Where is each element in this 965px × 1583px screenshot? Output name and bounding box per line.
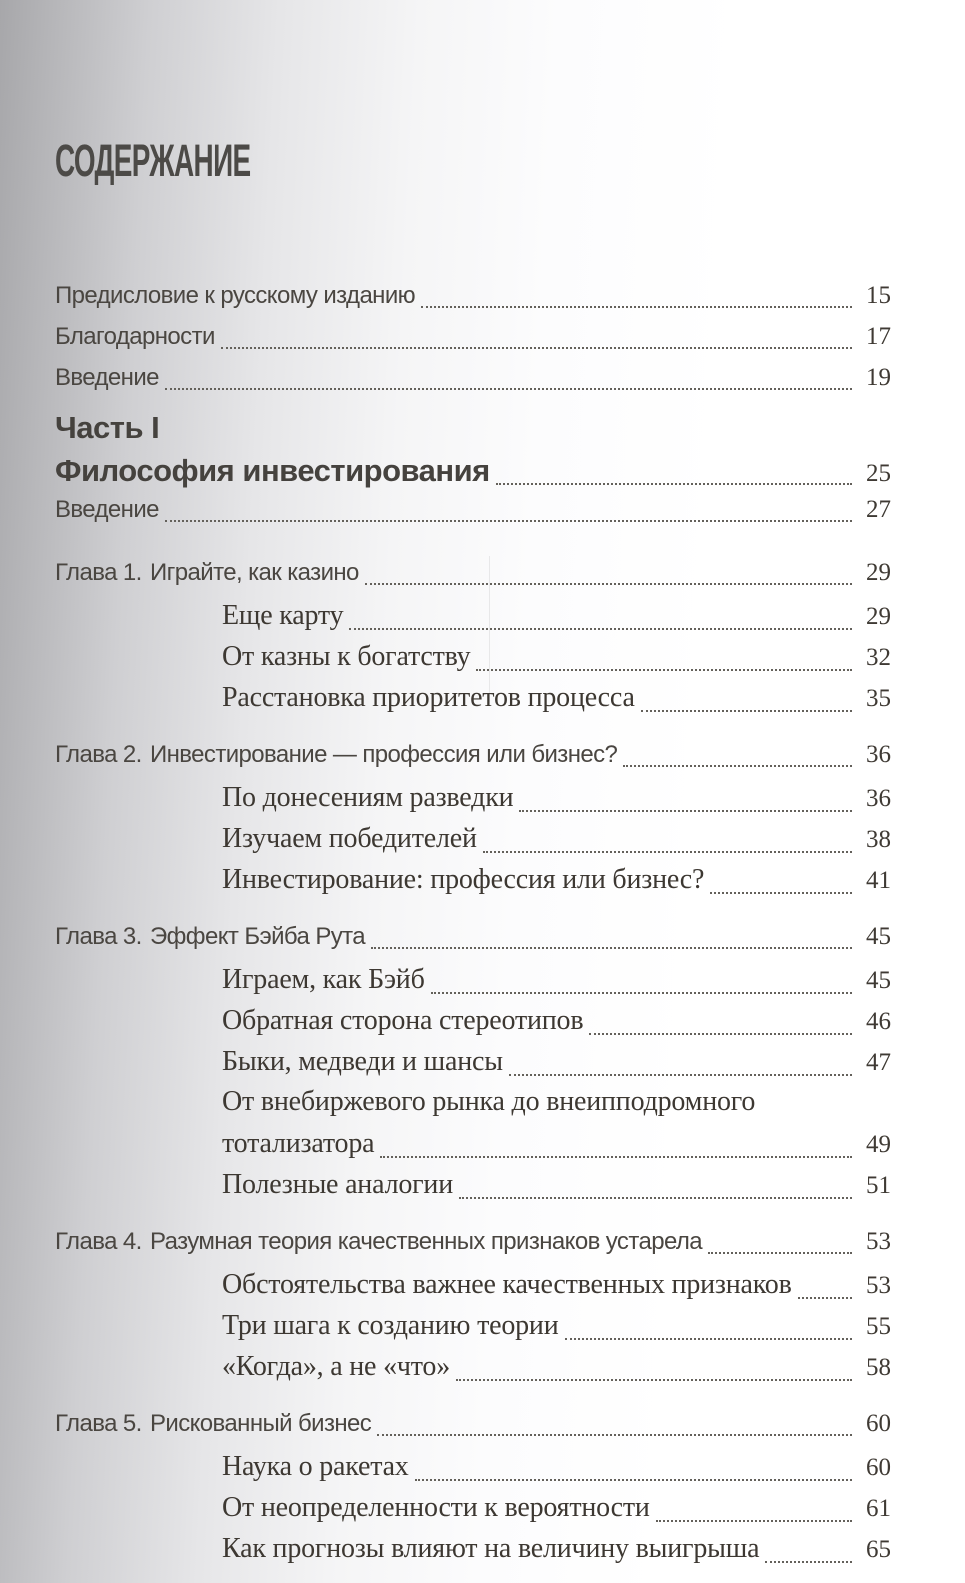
- page-number: 60: [866, 1410, 891, 1437]
- page-number: 25: [866, 460, 891, 487]
- page-number: 19: [866, 364, 891, 391]
- dot-leader: [221, 327, 852, 349]
- dot-leader: [589, 1010, 852, 1035]
- entry-label: Благодарности: [55, 323, 215, 350]
- entry-label: Введение: [55, 496, 159, 523]
- section-title: Обратная сторона стереотипов: [222, 1005, 584, 1036]
- chapter-label: Глава 2.: [55, 741, 142, 768]
- toc-entry-chapter: [55, 552, 891, 593]
- toc-entry-section: [222, 1262, 891, 1303]
- dot-leader: [365, 563, 852, 585]
- toc-title: СОДЕРЖАНИЕ: [55, 135, 251, 186]
- dot-leader: [765, 1538, 852, 1563]
- chapter-label: Глава 5.: [55, 1410, 142, 1437]
- section-title: Наука о ракетах: [222, 1451, 409, 1482]
- page-number: 29: [866, 559, 891, 586]
- page-number: 65: [866, 1536, 891, 1563]
- toc-entry-section: [222, 857, 891, 898]
- toc-entry-section: [222, 1526, 891, 1567]
- chapter-title: Эффект Бэйба Рута: [150, 923, 366, 950]
- section-title: От неопределенности к вероятности: [222, 1492, 650, 1523]
- dot-leader: [421, 286, 852, 308]
- toc-entry-section: [222, 998, 891, 1039]
- dot-leader: [415, 1456, 852, 1481]
- page-number: 38: [866, 826, 891, 853]
- section-title: По донесениям разведки: [222, 782, 514, 813]
- section-title: Обстоятельства важнее качественных признаков: [222, 1269, 792, 1300]
- section-title: тотализатора: [222, 1128, 375, 1159]
- page-number: 53: [866, 1272, 891, 1299]
- chapters-list: [55, 552, 891, 1567]
- toc-entry-chapter: [55, 916, 891, 957]
- toc-entry-section: [222, 816, 891, 857]
- toc-entry-chapter: [55, 1403, 891, 1444]
- dot-leader: [565, 1315, 852, 1340]
- part-heading-block: [55, 410, 891, 530]
- toc-entry: [55, 489, 891, 530]
- scan-crease-artifact: [489, 556, 490, 706]
- dot-leader: [456, 1356, 852, 1381]
- chapter-group: [55, 552, 891, 716]
- dot-leader: [165, 368, 852, 390]
- dot-leader: [656, 1497, 852, 1522]
- page-number: 27: [866, 496, 891, 523]
- dot-leader: [476, 646, 852, 671]
- part-kicker: Часть I: [55, 410, 160, 445]
- chapter-title: Разумная теория качественных признаков устарела: [150, 1228, 703, 1255]
- dot-leader: [509, 1051, 852, 1076]
- chapter-title: Рискованный бизнес: [150, 1410, 372, 1437]
- page-number: 53: [866, 1228, 891, 1255]
- dot-leader: [798, 1274, 852, 1299]
- page-number: 58: [866, 1354, 891, 1381]
- section-title: Инвестирование: профессия или бизнес?: [222, 864, 705, 895]
- toc-entry-chapter: [55, 1221, 891, 1262]
- page-number: 55: [866, 1313, 891, 1340]
- page-number: 47: [866, 1049, 891, 1076]
- entry-label: Введение: [55, 364, 159, 391]
- dot-leader: [380, 1133, 852, 1158]
- toc-entry-section: [222, 634, 891, 675]
- entry-label: Предисловие к русскому изданию: [55, 282, 416, 309]
- dot-leader: [377, 1414, 852, 1436]
- page-number: 46: [866, 1008, 891, 1035]
- section-title: Как прогнозы влияют на величину выигрыша: [222, 1533, 760, 1564]
- dot-leader: [708, 1232, 852, 1254]
- chapter-label: Глава 4.: [55, 1228, 142, 1255]
- page-number: 45: [866, 923, 891, 950]
- toc-entry-section: [222, 593, 891, 634]
- toc-entry-section: [222, 1344, 891, 1385]
- part-title: Философия инвестирования: [55, 453, 490, 488]
- toc-entry-section: [222, 957, 891, 998]
- section-title: Расстановка приоритетов процесса: [222, 682, 635, 713]
- chapter-group: [55, 1403, 891, 1567]
- chapter-label: Глава 1.: [55, 559, 142, 586]
- page-number: 45: [866, 967, 891, 994]
- page-number: 35: [866, 685, 891, 712]
- toc-entry-part: [55, 446, 891, 489]
- section-title: Еще карту: [222, 600, 344, 631]
- section-title: Три шага к созданию теории: [222, 1310, 559, 1341]
- section-title: Быки, медведи и шансы: [222, 1046, 503, 1077]
- toc-entry-section: [222, 1485, 891, 1526]
- page-number: 49: [866, 1131, 891, 1158]
- chapter-group: [55, 1221, 891, 1385]
- page-number: 15: [866, 282, 891, 309]
- dot-leader: [519, 787, 852, 812]
- toc-entry: [55, 357, 891, 398]
- section-title: От казны к богатству: [222, 641, 471, 672]
- chapter-title: Инвестирование — профессия или бизнес?: [150, 741, 618, 768]
- page-number: 60: [866, 1454, 891, 1481]
- toc-entry-section: [222, 675, 891, 716]
- page-number: 36: [866, 741, 891, 768]
- chapter-group: [55, 734, 891, 898]
- toc-entry: [55, 316, 891, 357]
- page-number: 17: [866, 323, 891, 350]
- chapter-label: Глава 3.: [55, 923, 142, 950]
- section-title: «Когда», а не «что»: [222, 1351, 451, 1382]
- section-title: Изучаем победителей: [222, 823, 477, 854]
- page-number: 29: [866, 603, 891, 630]
- dot-leader: [459, 1174, 852, 1199]
- dot-leader: [483, 828, 852, 853]
- dot-leader: [165, 500, 852, 522]
- section-title: Полезные аналогии: [222, 1169, 453, 1200]
- toc-entry-section: [222, 775, 891, 816]
- section-title: Играем, как Бэйб: [222, 964, 425, 995]
- toc-entry-section-line1: От внебиржевого рынка до внеипподромного: [222, 1086, 756, 1117]
- toc-entry-section: [222, 1039, 891, 1080]
- dot-leader: [641, 687, 852, 712]
- toc-entry: [55, 275, 891, 316]
- toc-entry-chapter: [55, 734, 891, 775]
- front-matter-list: [55, 275, 891, 398]
- toc-entry-section: [222, 1303, 891, 1344]
- dot-leader: [496, 470, 852, 485]
- dot-leader: [349, 605, 852, 630]
- toc-entry-section: [222, 1162, 891, 1203]
- page-number: 32: [866, 644, 891, 671]
- toc-entry-section: [222, 1444, 891, 1485]
- page-number: 36: [866, 785, 891, 812]
- dot-leader: [431, 969, 852, 994]
- chapter-title: Играйте, как казино: [150, 559, 359, 586]
- dot-leader: [623, 745, 852, 767]
- toc-entry-section: [222, 1121, 891, 1162]
- dot-leader: [371, 927, 852, 949]
- page-number: 51: [866, 1172, 891, 1199]
- page-number: 41: [866, 867, 891, 894]
- chapter-group: [55, 916, 891, 1203]
- page-number: 61: [866, 1495, 891, 1522]
- dot-leader: [710, 869, 852, 894]
